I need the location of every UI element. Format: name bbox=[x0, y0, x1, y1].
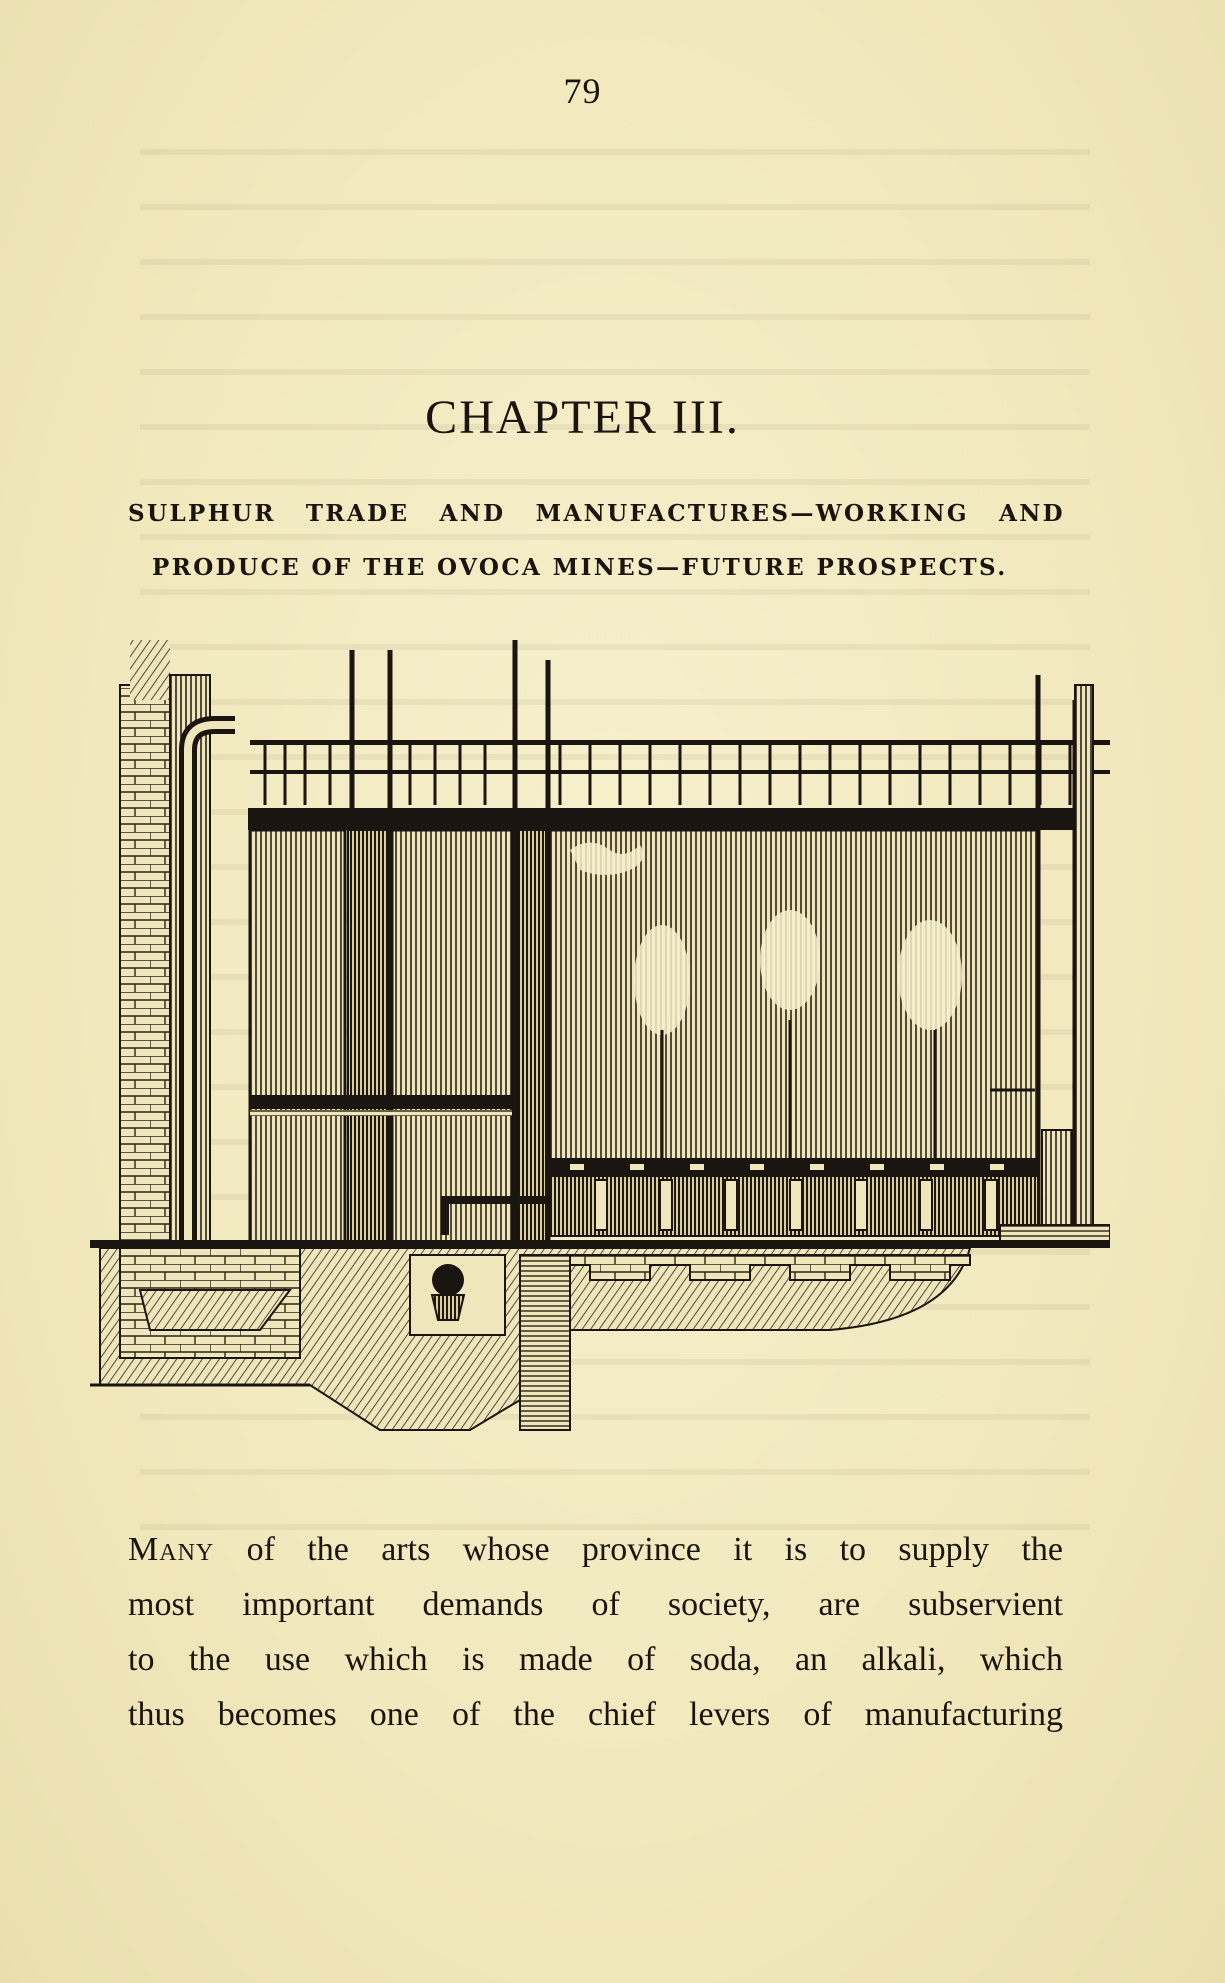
chapter-title: CHAPTER III. bbox=[425, 391, 740, 444]
chapter-subheading-line-2: PRODUCE OF THE OVOCA MINES—FUTURE PROSPECTS. bbox=[152, 554, 1008, 581]
chapter-subheading-line-1: SULPHUR TRADE AND MANUFACTURES—WORKING AND bbox=[128, 500, 1065, 527]
paragraph-lead-word: Many bbox=[128, 1531, 215, 1568]
body-line-2: most important demands of society, are subservient bbox=[128, 1586, 1063, 1623]
furnace-chamber-engraving bbox=[90, 640, 1110, 1485]
body-line-4: thus becomes one of the chief levers of manufacturing bbox=[128, 1696, 1063, 1733]
body-line-3: to the use which is made of soda, an alkali, which bbox=[128, 1641, 1063, 1678]
body-line-1 bbox=[128, 1522, 1063, 1577]
engraving-illustration bbox=[90, 640, 1110, 1485]
body-paragraph bbox=[128, 1522, 1063, 1742]
page-number: 79 bbox=[563, 71, 602, 111]
body-line-1-rest: of the arts whose province it is to supply the bbox=[214, 1531, 1063, 1568]
